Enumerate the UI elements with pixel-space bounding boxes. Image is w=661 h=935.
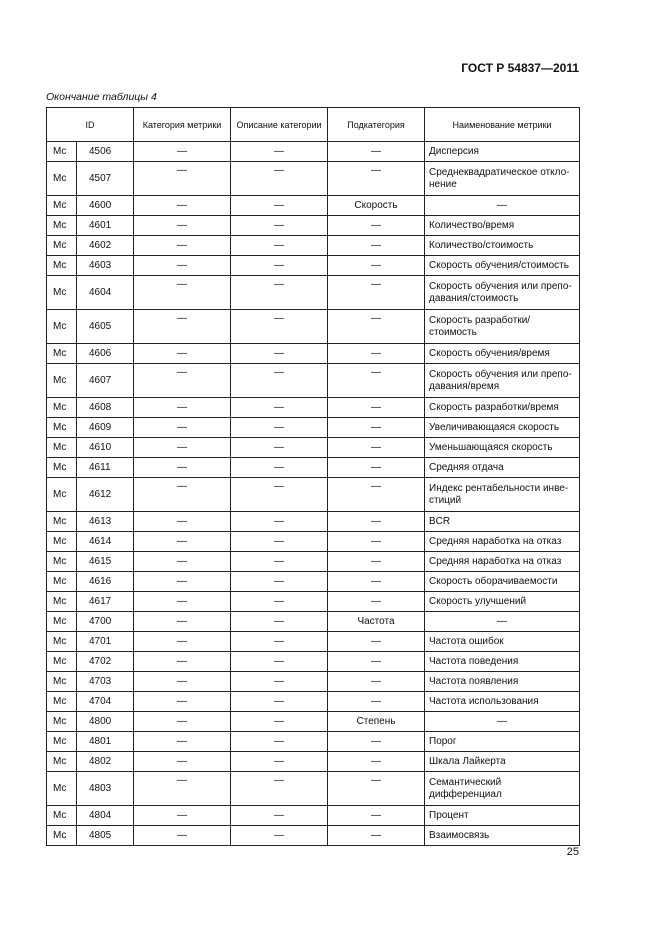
row-metric-name-cell: Средняя наработка на отказ: [425, 552, 580, 572]
header-id: ID: [47, 108, 134, 142]
row-description-cell: —: [231, 632, 328, 652]
row-description-cell: —: [231, 256, 328, 276]
table-row: [47, 438, 580, 458]
row-id-cell: 4605: [77, 310, 134, 344]
row-prefix-cell: Mc: [47, 236, 77, 256]
row-prefix-cell: Mc: [47, 216, 77, 236]
table-row: [47, 418, 580, 438]
row-id-cell: 4615: [77, 552, 134, 572]
table-row: [47, 806, 580, 826]
row-metric-name-cell: Шкала Лайкерта: [425, 752, 580, 772]
row-description-cell: —: [231, 772, 328, 806]
row-metric-name-cell: Индекс рентабельности инве-стиций: [425, 478, 580, 512]
row-id-cell: 4700: [77, 612, 134, 632]
row-description-cell: —: [231, 572, 328, 592]
row-category-cell: —: [134, 612, 231, 632]
header-metric-name: Наименование метрики: [425, 108, 580, 142]
row-metric-name-cell: Дисперсия: [425, 142, 580, 162]
row-metric-name-cell: Частота ошибок: [425, 632, 580, 652]
row-category-cell: —: [134, 632, 231, 652]
row-category-cell: —: [134, 398, 231, 418]
row-prefix-cell: Mc: [47, 276, 77, 310]
table-row: [47, 712, 580, 732]
table-row: [47, 772, 580, 806]
row-metric-name-cell: Скорость обучения/стоимость: [425, 256, 580, 276]
row-metric-name-cell: Скорость обучения или препо-давания/время: [425, 364, 580, 398]
row-subcategory-cell: —: [328, 216, 425, 236]
row-subcategory-cell: —: [328, 652, 425, 672]
row-description-cell: —: [231, 398, 328, 418]
row-subcategory-cell: —: [328, 236, 425, 256]
row-subcategory-cell: —: [328, 310, 425, 344]
row-description-cell: —: [231, 438, 328, 458]
row-category-cell: —: [134, 512, 231, 532]
row-description-cell: —: [231, 236, 328, 256]
table-row: [47, 398, 580, 418]
row-prefix-cell: Mc: [47, 256, 77, 276]
table-row: [47, 732, 580, 752]
row-category-cell: —: [134, 732, 231, 752]
row-subcategory-cell: —: [328, 418, 425, 438]
row-category-cell: —: [134, 672, 231, 692]
table-row: [47, 632, 580, 652]
row-metric-name-cell: Количество/время: [425, 216, 580, 236]
row-description-cell: —: [231, 752, 328, 772]
row-id-cell: 4801: [77, 732, 134, 752]
row-metric-name-cell: Частота использования: [425, 692, 580, 712]
row-description-cell: —: [231, 310, 328, 344]
row-prefix-cell: Mc: [47, 712, 77, 732]
row-prefix-cell: Mc: [47, 532, 77, 552]
row-id-cell: 4602: [77, 236, 134, 256]
row-category-cell: —: [134, 276, 231, 310]
table-row: [47, 672, 580, 692]
row-prefix-cell: Mc: [47, 652, 77, 672]
row-subcategory-cell: Частота: [328, 612, 425, 632]
row-subcategory-cell: —: [328, 552, 425, 572]
row-id-cell: 4600: [77, 196, 134, 216]
table-caption: Окончание таблицы 4: [46, 91, 157, 103]
row-description-cell: —: [231, 826, 328, 846]
row-subcategory-cell: —: [328, 826, 425, 846]
row-metric-name-cell: Процент: [425, 806, 580, 826]
row-subcategory-cell: —: [328, 256, 425, 276]
row-description-cell: —: [231, 196, 328, 216]
row-description-cell: —: [231, 512, 328, 532]
row-prefix-cell: Mc: [47, 142, 77, 162]
row-category-cell: —: [134, 826, 231, 846]
row-prefix-cell: Mc: [47, 752, 77, 772]
row-subcategory-cell: —: [328, 398, 425, 418]
row-id-cell: 4803: [77, 772, 134, 806]
row-id-cell: 4608: [77, 398, 134, 418]
row-metric-name-cell: Скорость оборачиваемости: [425, 572, 580, 592]
row-subcategory-cell: —: [328, 692, 425, 712]
row-metric-name-cell: Скорость разработки/время: [425, 398, 580, 418]
table-row: [47, 458, 580, 478]
row-prefix-cell: Mc: [47, 364, 77, 398]
row-description-cell: —: [231, 732, 328, 752]
row-subcategory-cell: —: [328, 364, 425, 398]
row-id-cell: 4609: [77, 418, 134, 438]
row-category-cell: —: [134, 344, 231, 364]
row-id-cell: 4702: [77, 652, 134, 672]
table-row: [47, 692, 580, 712]
row-category-cell: —: [134, 532, 231, 552]
row-metric-name-cell: —: [425, 612, 580, 632]
row-metric-name-cell: Средняя наработка на отказ: [425, 532, 580, 552]
row-subcategory-cell: Скорость: [328, 196, 425, 216]
row-prefix-cell: Mc: [47, 826, 77, 846]
row-category-cell: —: [134, 216, 231, 236]
row-subcategory-cell: —: [328, 752, 425, 772]
row-category-cell: —: [134, 806, 231, 826]
row-id-cell: 4617: [77, 592, 134, 612]
row-description-cell: —: [231, 652, 328, 672]
row-category-cell: —: [134, 310, 231, 344]
row-metric-name-cell: Скорость разработки/ стоимость: [425, 310, 580, 344]
row-subcategory-cell: —: [328, 632, 425, 652]
row-description-cell: —: [231, 418, 328, 438]
row-metric-name-cell: Среднеквадратическое откло-нение: [425, 162, 580, 196]
table-row: [47, 826, 580, 846]
row-category-cell: —: [134, 592, 231, 612]
row-prefix-cell: Mc: [47, 592, 77, 612]
row-description-cell: —: [231, 216, 328, 236]
standard-designation: ГОСТ Р 54837—2011: [461, 61, 579, 75]
row-subcategory-cell: —: [328, 142, 425, 162]
row-subcategory-cell: —: [328, 806, 425, 826]
table-row: [47, 310, 580, 344]
row-prefix-cell: Mc: [47, 438, 77, 458]
row-description-cell: —: [231, 532, 328, 552]
row-category-cell: —: [134, 712, 231, 732]
row-prefix-cell: Mc: [47, 512, 77, 532]
row-id-cell: 4603: [77, 256, 134, 276]
row-subcategory-cell: —: [328, 532, 425, 552]
row-category-cell: —: [134, 478, 231, 512]
row-metric-name-cell: Порог: [425, 732, 580, 752]
row-subcategory-cell: —: [328, 458, 425, 478]
table-row: [47, 162, 580, 196]
row-id-cell: 4507: [77, 162, 134, 196]
table-row: [47, 572, 580, 592]
table-row: [47, 364, 580, 398]
row-subcategory-cell: —: [328, 512, 425, 532]
row-subcategory-cell: —: [328, 672, 425, 692]
row-prefix-cell: Mc: [47, 196, 77, 216]
row-metric-name-cell: Скорость обучения или препо-давания/стоимость: [425, 276, 580, 310]
row-id-cell: 4802: [77, 752, 134, 772]
row-id-cell: 4613: [77, 512, 134, 532]
row-prefix-cell: Mc: [47, 162, 77, 196]
table-row: [47, 196, 580, 216]
row-prefix-cell: Mc: [47, 672, 77, 692]
header-category-description: Описание категории: [231, 108, 328, 142]
row-subcategory-cell: Степень: [328, 712, 425, 732]
row-description-cell: —: [231, 806, 328, 826]
row-prefix-cell: Mc: [47, 732, 77, 752]
table-row: [47, 216, 580, 236]
table-header-row: [47, 108, 580, 142]
row-description-cell: —: [231, 672, 328, 692]
table-row: [47, 592, 580, 612]
row-category-cell: —: [134, 652, 231, 672]
row-category-cell: —: [134, 256, 231, 276]
row-id-cell: 4611: [77, 458, 134, 478]
row-subcategory-cell: —: [328, 344, 425, 364]
row-category-cell: —: [134, 772, 231, 806]
row-prefix-cell: Mc: [47, 458, 77, 478]
row-prefix-cell: Mc: [47, 478, 77, 512]
row-id-cell: 4607: [77, 364, 134, 398]
table-row: [47, 276, 580, 310]
row-description-cell: —: [231, 458, 328, 478]
table-row: [47, 612, 580, 632]
row-subcategory-cell: —: [328, 276, 425, 310]
row-category-cell: —: [134, 458, 231, 478]
table-row: [47, 512, 580, 532]
row-category-cell: —: [134, 572, 231, 592]
row-subcategory-cell: —: [328, 732, 425, 752]
row-subcategory-cell: —: [328, 592, 425, 612]
header-subcategory: Подкатегория: [328, 108, 425, 142]
table-row: [47, 752, 580, 772]
metrics-table: [46, 107, 580, 846]
table-row: [47, 478, 580, 512]
row-id-cell: 4804: [77, 806, 134, 826]
row-prefix-cell: Mc: [47, 632, 77, 652]
row-category-cell: —: [134, 236, 231, 256]
table-row: [47, 532, 580, 552]
row-metric-name-cell: Увеличивающаяся скорость: [425, 418, 580, 438]
row-metric-name-cell: Средняя отдача: [425, 458, 580, 478]
table-row: [47, 344, 580, 364]
row-metric-name-cell: —: [425, 196, 580, 216]
row-category-cell: —: [134, 418, 231, 438]
row-id-cell: 4601: [77, 216, 134, 236]
row-prefix-cell: Mc: [47, 612, 77, 632]
row-prefix-cell: Mc: [47, 572, 77, 592]
row-subcategory-cell: —: [328, 438, 425, 458]
row-description-cell: —: [231, 364, 328, 398]
row-id-cell: 4606: [77, 344, 134, 364]
row-id-cell: 4805: [77, 826, 134, 846]
row-subcategory-cell: —: [328, 162, 425, 196]
row-subcategory-cell: —: [328, 772, 425, 806]
row-subcategory-cell: —: [328, 478, 425, 512]
header-category: Категория метрики: [134, 108, 231, 142]
table-row: [47, 552, 580, 572]
table-body: [47, 142, 580, 846]
row-category-cell: —: [134, 692, 231, 712]
row-prefix-cell: Mc: [47, 344, 77, 364]
row-prefix-cell: Mc: [47, 418, 77, 438]
row-description-cell: —: [231, 162, 328, 196]
row-id-cell: 4610: [77, 438, 134, 458]
row-description-cell: —: [231, 552, 328, 572]
row-prefix-cell: Mc: [47, 310, 77, 344]
row-metric-name-cell: Частота появления: [425, 672, 580, 692]
row-description-cell: —: [231, 344, 328, 364]
row-prefix-cell: Mc: [47, 692, 77, 712]
row-description-cell: —: [231, 712, 328, 732]
row-id-cell: 4612: [77, 478, 134, 512]
row-metric-name-cell: Уменьшающаяся скорость: [425, 438, 580, 458]
row-description-cell: —: [231, 692, 328, 712]
row-prefix-cell: Mc: [47, 552, 77, 572]
row-prefix-cell: Mc: [47, 806, 77, 826]
row-metric-name-cell: Количество/стоимость: [425, 236, 580, 256]
row-category-cell: —: [134, 552, 231, 572]
row-id-cell: 4701: [77, 632, 134, 652]
row-description-cell: —: [231, 142, 328, 162]
row-metric-name-cell: Частота поведения: [425, 652, 580, 672]
row-prefix-cell: Mc: [47, 398, 77, 418]
row-category-cell: —: [134, 142, 231, 162]
row-metric-name-cell: Взаимосвязь: [425, 826, 580, 846]
table-row: [47, 652, 580, 672]
row-description-cell: —: [231, 612, 328, 632]
row-id-cell: 4704: [77, 692, 134, 712]
row-description-cell: —: [231, 478, 328, 512]
row-category-cell: —: [134, 752, 231, 772]
table-row: [47, 236, 580, 256]
row-description-cell: —: [231, 276, 328, 310]
row-category-cell: —: [134, 364, 231, 398]
row-metric-name-cell: BCR: [425, 512, 580, 532]
row-metric-name-cell: Скорость обучения/время: [425, 344, 580, 364]
row-category-cell: —: [134, 438, 231, 458]
row-category-cell: —: [134, 162, 231, 196]
row-prefix-cell: Mc: [47, 772, 77, 806]
row-id-cell: 4614: [77, 532, 134, 552]
table-row: [47, 142, 580, 162]
row-description-cell: —: [231, 592, 328, 612]
row-id-cell: 4604: [77, 276, 134, 310]
table-row: [47, 256, 580, 276]
row-category-cell: —: [134, 196, 231, 216]
page-number: 25: [566, 846, 579, 858]
row-metric-name-cell: Скорость улучшений: [425, 592, 580, 612]
row-id-cell: 4703: [77, 672, 134, 692]
row-id-cell: 4506: [77, 142, 134, 162]
row-metric-name-cell: Семантический дифференциал: [425, 772, 580, 806]
row-id-cell: 4800: [77, 712, 134, 732]
row-id-cell: 4616: [77, 572, 134, 592]
row-metric-name-cell: —: [425, 712, 580, 732]
row-subcategory-cell: —: [328, 572, 425, 592]
